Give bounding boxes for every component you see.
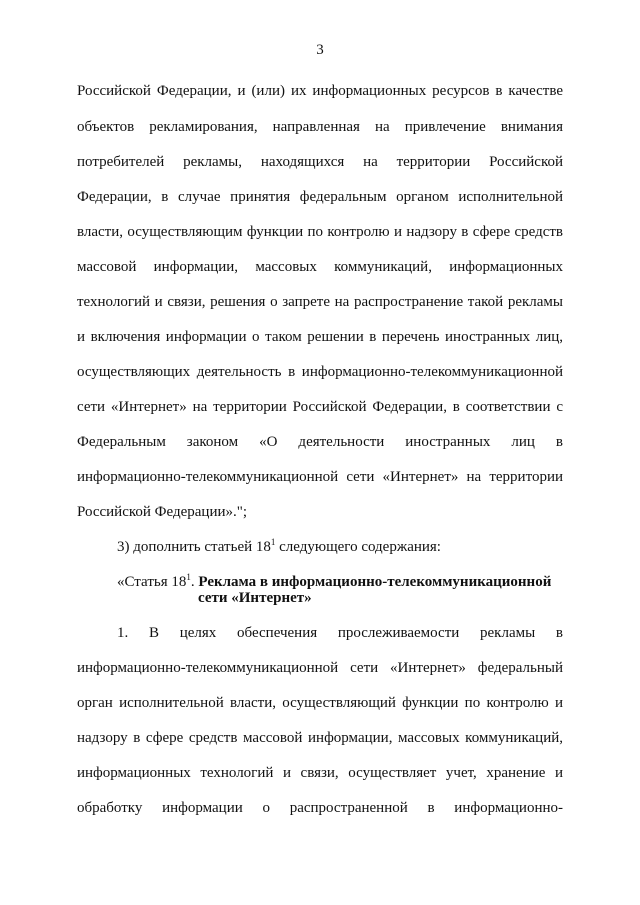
body-line: Российской Федерации, и (или) их информационных ресурсов в качестве [77, 83, 563, 99]
body-line: информационно-телекоммуникационной сети «Интернет» на территории [77, 469, 563, 485]
body-line: сети «Интернет» на территории Российской Федерации, в соответствии с [77, 399, 563, 415]
para-line: информационно-телекоммуникационной сети «Интернет» федеральный [77, 660, 563, 676]
body-line: технологий и связи, решения о запрете на распространение такой рекламы [77, 294, 563, 310]
para-line: обработку информации о распространенной в информационно- [77, 800, 563, 816]
page-number: 3 [316, 42, 324, 58]
body-line: и включения информации о таком решении в перечень иностранных лиц, [77, 329, 563, 345]
article-prefix: «Статья 18 [117, 574, 187, 590]
para-line: 1. В целях обеспечения прослеживаемости рекламы в [117, 625, 563, 641]
item-3-sup: 1 [270, 537, 276, 547]
body-line: власти, осуществляющим функции по контролю и надзору в сфере средств [77, 224, 563, 240]
body-line: Российской Федерации»."; [77, 504, 248, 520]
item-3-text-after: следующего содержания: [275, 539, 441, 555]
article-title-line2: сети «Интернет» [198, 590, 312, 606]
item-3-line [117, 538, 563, 556]
para-line: орган исполнительной власти, осуществляющий функции по контролю и [77, 695, 563, 711]
para-line: информационных технологий и связи, осуществляет учет, хранение и [77, 765, 563, 781]
body-line: потребителей рекламы, находящихся на территории Российской [77, 154, 563, 170]
para-line: надзору в сфере средств массовой информации, массовых коммуникаций, [77, 730, 563, 746]
article-sup: 1 [186, 572, 191, 582]
body-line: осуществляющих деятельность в информационно-телекоммуникационной [77, 364, 563, 380]
article-title-line1: Реклама в информационно-телекоммуникационной [198, 574, 552, 590]
body-line: Федерации, в случае принятия федеральным органом исполнительной [77, 189, 563, 205]
item-3-text: 3) дополнить статьей 18 [117, 539, 271, 555]
article-heading [117, 573, 563, 591]
body-line: объектов рекламирования, направленная на привлечение внимания [77, 119, 563, 135]
body-line: Федеральным законом «О деятельности иностранных лиц в [77, 434, 563, 450]
body-line: массовой информации, массовых коммуникаций, информационных [77, 259, 563, 275]
article-dot: . [190, 574, 199, 590]
